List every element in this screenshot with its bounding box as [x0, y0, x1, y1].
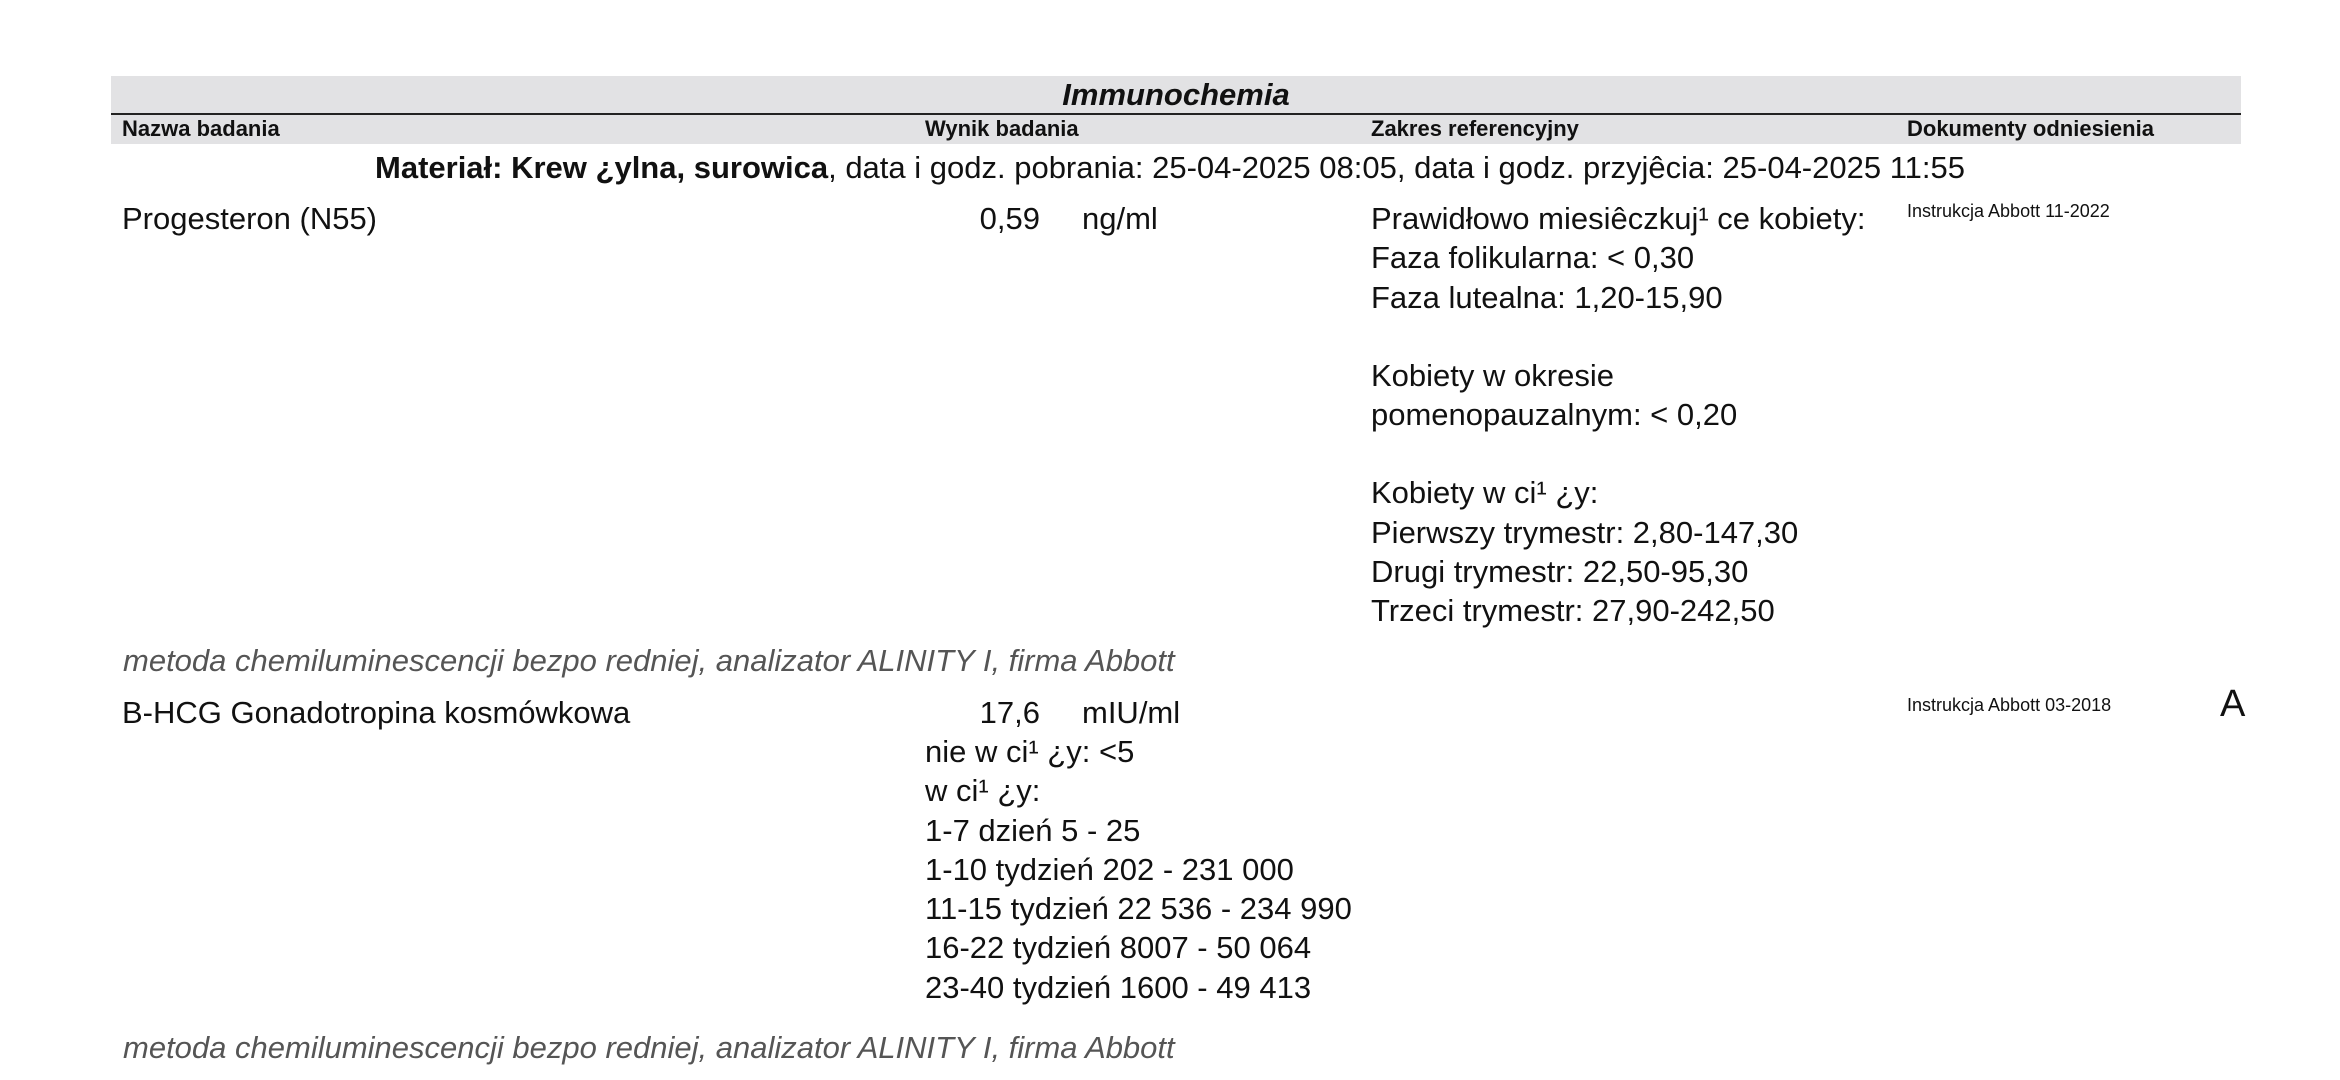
reference-line: 1-10 tydzień 202 - 231 000 — [925, 851, 1294, 887]
material-line — [0, 148, 2340, 188]
reference-line: 23-40 tydzień 1600 - 49 413 — [925, 969, 1312, 1005]
test-value-bhcg: 17,6 — [979, 695, 1040, 730]
reference-line: Faza lutealna: 1,20-15,90 — [1371, 279, 1723, 315]
document-reference-progesteron: Instrukcja Abbott 11-2022 — [1907, 201, 2110, 221]
column-header-reference: Zakres referencyjny — [1371, 116, 1579, 141]
column-header-name: Nazwa badania — [122, 116, 280, 141]
test-unit-bhcg: mIU/ml — [1082, 695, 1181, 730]
column-header-result: Wynik badania — [925, 116, 1079, 141]
test-name-progesteron: Progesteron (N55) — [122, 201, 378, 236]
reference-line: Kobiety w ci¹ ¿y: — [1371, 475, 1599, 511]
abnormal-flag: A — [2220, 683, 2246, 725]
method-note-bhcg: metoda chemiluminescencji bezpo redniej, analizator ALINITY I, firma Abbott — [123, 1030, 1175, 1065]
reference-line: nie w ci¹ ¿y: <5 — [925, 734, 1135, 769]
reference-line: 1-7 dzień 5 - 25 — [925, 812, 1141, 848]
reference-line: Pierwszy trymestr: 2,80-147,30 — [1371, 514, 1799, 550]
reference-line: Faza folikularna: < 0,30 — [1371, 240, 1695, 276]
reference-range-progesteron — [1371, 199, 1865, 631]
reference-line: 11-15 tydzień 22 536 - 234 990 — [925, 891, 1352, 927]
test-name-bhcg: B-HCG Gonadotropina kosmówkowa — [122, 695, 631, 730]
material-details: , data i godz. pobrania: 25-04-2025 08:05, data i godz. przyjêcia: 25-04-2025 11:55 — [828, 150, 1965, 185]
method-note-progesteron: metoda chemiluminescencji bezpo redniej, analizator ALINITY I, firma Abbott — [123, 643, 1175, 678]
document-reference-bhcg: Instrukcja Abbott 03-2018 — [1907, 695, 2112, 715]
reference-line: pomenopauzalnym: < 0,20 — [1371, 397, 1738, 433]
test-value-progesteron: 0,59 — [979, 201, 1040, 236]
test-unit-progesteron: ng/ml — [1082, 201, 1158, 236]
reference-line: Prawidłowo miesiêczkuj¹ ce kobiety: — [1371, 201, 1866, 236]
reference-gap — [1371, 317, 1865, 356]
reference-line: Trzeci trymestr: 27,90-242,50 — [1371, 593, 1775, 629]
reference-line: Kobiety w okresie — [1371, 357, 1614, 393]
section-title: Immunochemia — [1062, 77, 1290, 112]
material-label: Materiał: Krew ¿ylna, surowica — [375, 150, 829, 185]
reference-line: w ci¹ ¿y: — [925, 773, 1041, 809]
reference-line: 16-22 tydzień 8007 - 50 064 — [925, 930, 1312, 966]
reference-range-bhcg — [925, 732, 1352, 1007]
column-header-documents: Dokumenty odniesienia — [1907, 116, 2154, 141]
reference-line: Drugi trymestr: 22,50-95,30 — [1371, 554, 1749, 590]
reference-gap — [1371, 434, 1865, 473]
